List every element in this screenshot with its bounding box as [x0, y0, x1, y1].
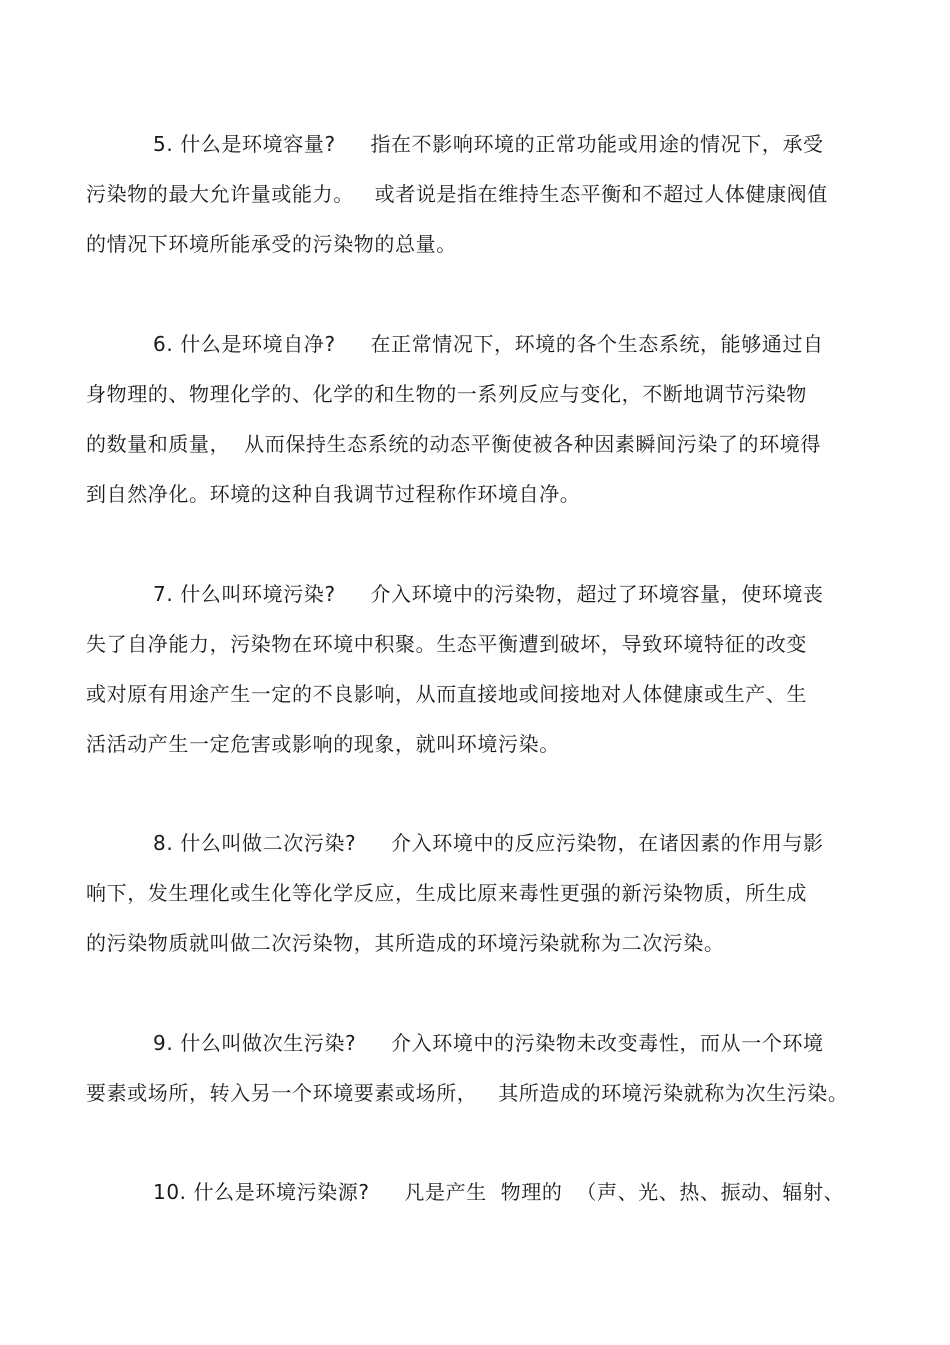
paragraph-line: 的数量和质量， 从而保持生态系统的动态平衡使被各种因素瞬间污染了的环境得: [86, 432, 821, 456]
paragraph-line: 要素或场所，转入另一个环境要素或场所， 其所造成的环境污染就称为次生污染。: [86, 1081, 849, 1105]
paragraph-line: 5. 什么是环境容量? 指在不影响环境的正常功能或用途的情况下，承受: [153, 132, 824, 156]
paragraph-environmental-capacity: [86, 119, 846, 269]
paragraph-secondary-pollution: [86, 818, 846, 968]
paragraph-environmental-pollution: [86, 569, 846, 769]
paragraph-line: 9. 什么叫做次生污染? 介入环境中的污染物未改变毒性，而从一个环境: [153, 1031, 824, 1055]
paragraph-line: 身物理的、物理化学的、化学的和生物的一系列反应与变化，不断地调节污染物: [86, 382, 807, 406]
paragraph-line: 响下，发生理化或生化等化学反应，生成比原来毒性更强的新污染物质，所生成: [86, 881, 807, 905]
paragraph-line: 到自然净化。环境的这种自我调节过程称作环境自净。: [86, 482, 581, 506]
paragraph-derivative-pollution: [86, 1018, 849, 1118]
paragraph-pollution-source: [86, 1167, 846, 1217]
paragraph-environmental-self-purification: [86, 319, 846, 519]
paragraph-line: 或对原有用途产生一定的不良影响，从而直接地或间接地对人体健康或生产、生: [86, 682, 807, 706]
paragraph-line: 7. 什么叫环境污染? 介入环境中的污染物，超过了环境容量，使环境丧: [153, 582, 824, 606]
paragraph-line: 6. 什么是环境自净? 在正常情况下，环境的各个生态系统，能够通过自: [153, 332, 824, 356]
paragraph-line: 的情况下环境所能承受的污染物的总量。: [86, 232, 457, 256]
paragraph-line: 10. 什么是环境污染源? 凡是产生 物理的 （声、光、热、振动、辐射、: [153, 1180, 845, 1204]
paragraph-line: 的污染物质就叫做二次污染物，其所造成的环境污染就称为二次污染。: [86, 931, 725, 955]
paragraph-line: 8. 什么叫做二次污染? 介入环境中的反应污染物，在诸因素的作用与影: [153, 831, 824, 855]
paragraph-line: 活活动产生一定危害或影响的现象，就叫环境污染。: [86, 732, 560, 756]
paragraph-line: 污染物的最大允许量或能力。 或者说是指在维持生态平衡和不超过人体健康阀值: [86, 182, 828, 206]
paragraph-line: 失了自净能力，污染物在环境中积聚。生态平衡遭到破坏，导致环境特征的改变: [86, 632, 807, 656]
